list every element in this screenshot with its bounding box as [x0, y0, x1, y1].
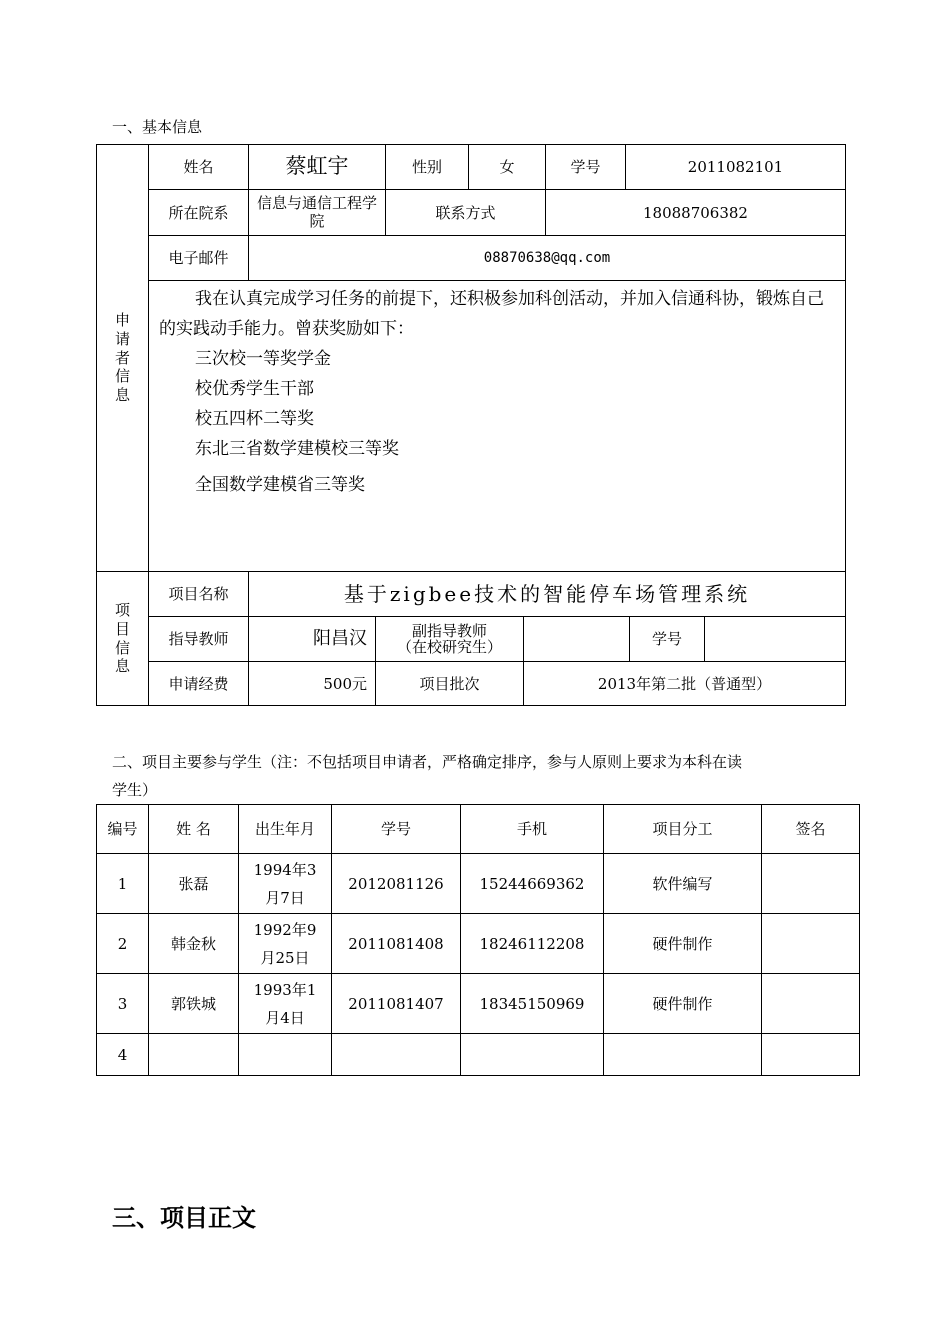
name-label: 姓名 [148, 144, 249, 190]
project-group-label: 项 目 信 息 [96, 571, 149, 706]
advisor-label: 指导教师 [148, 616, 249, 662]
header-id: 学号 [331, 804, 461, 854]
award-item: 全国数学建模省三等奖 [195, 475, 365, 495]
applicant-group-label: 申 请 者 信 息 [96, 144, 149, 572]
applicant-student-id: 2011082101 [625, 144, 846, 190]
header-name: 姓 名 [148, 804, 239, 854]
sign-cell [761, 1033, 860, 1076]
applicant-gender: 女 [468, 144, 546, 190]
funding-value: 500元 [248, 661, 376, 706]
student-id-label: 学号 [545, 144, 626, 190]
header-role: 项目分工 [603, 804, 762, 854]
applicant-email: 08870638@qq.com [248, 235, 846, 281]
section-2-title: 二、项目主要参与学生（注：不包括项目申请者，严格确定排序，参与人原则上要求为本科在读 学生） [112, 753, 743, 799]
vice-id-value [704, 616, 846, 662]
intro-paragraph: 我在认真完成学习任务的前提下，还积极参加科创活动，并加入信通科协，锻炼自己的实践动手能力。曾获奖励如下： [159, 289, 824, 339]
funding-label: 申请经费 [148, 661, 249, 706]
header-phone: 手机 [460, 804, 604, 854]
email-label: 电子邮件 [148, 235, 249, 281]
dept-label: 所在院系 [148, 189, 249, 236]
gender-label: 性别 [385, 144, 469, 190]
contact-label: 联系方式 [385, 189, 546, 236]
project-name: 基于zigbee技术的智能停车场管理系统 [248, 571, 846, 617]
sign-cell [761, 973, 860, 1034]
vice-advisor-name [523, 616, 630, 662]
project-name-label: 项目名称 [148, 571, 249, 617]
applicant-dept: 信息与通信工程学院 [248, 189, 386, 236]
sign-cell [761, 853, 860, 914]
section-1-title: 一、基本信息 [112, 118, 203, 136]
sign-cell [761, 913, 860, 974]
vice-id-label: 学号 [629, 616, 705, 662]
header-birth: 出生年月 [238, 804, 332, 854]
award-item: 校五四杯二等奖 [195, 409, 314, 429]
applicant-name: 蔡虹宇 [248, 144, 386, 190]
batch-label: 项目批次 [375, 661, 524, 706]
batch-value: 2013年第二批（普通型） [523, 661, 846, 706]
awards-list [159, 344, 835, 500]
vice-advisor-label: 副指导教师 （在校研究生） [375, 616, 524, 662]
award-item: 东北三省数学建模校三等奖 [195, 439, 399, 459]
applicant-contact: 18088706382 [545, 189, 846, 236]
applicant-description [148, 280, 846, 572]
award-item: 三次校一等奖学金 [195, 349, 331, 369]
advisor-name: 阳昌汉 [248, 616, 376, 662]
section-3-title: 三、项目正文 [112, 1204, 256, 1232]
header-sign: 签名 [761, 804, 860, 854]
header-no: 编号 [96, 804, 149, 854]
award-item: 校优秀学生干部 [195, 379, 314, 399]
